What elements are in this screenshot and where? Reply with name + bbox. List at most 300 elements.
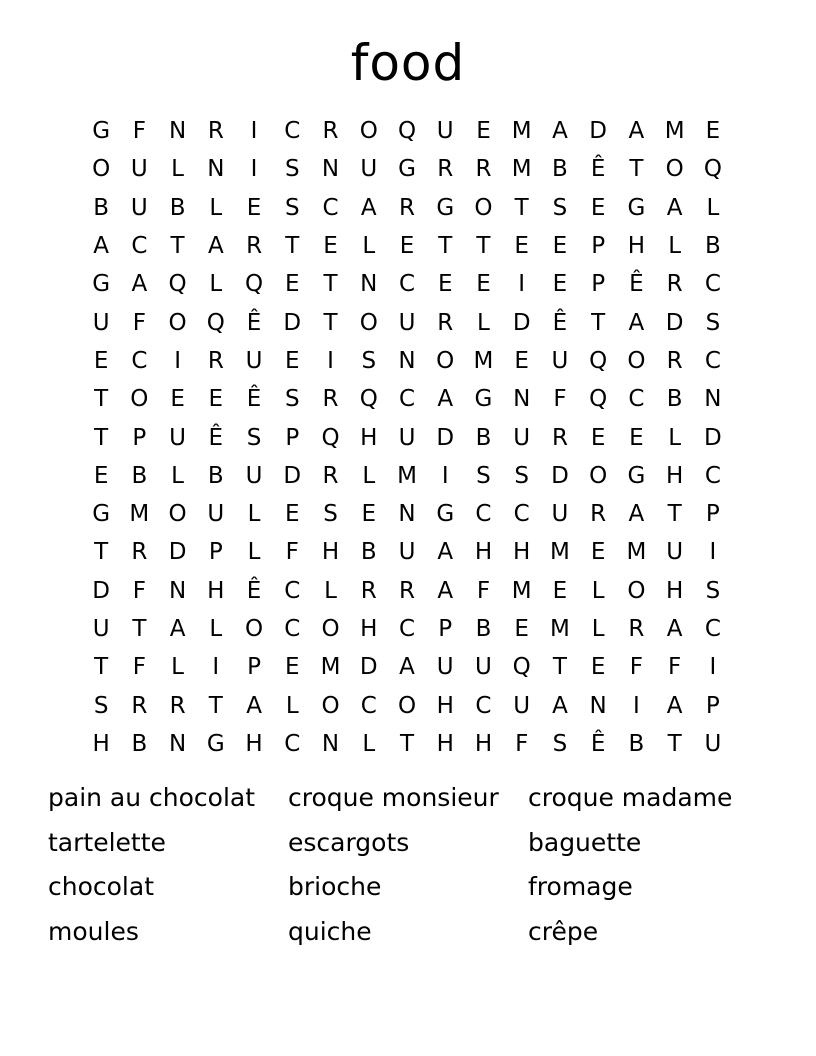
grid-letter: Q (321, 424, 340, 451)
grid-letter: E (170, 386, 185, 413)
grid-letter: B (628, 730, 645, 757)
grid-letter: T (208, 692, 223, 719)
page-title: food (350, 34, 466, 92)
grid-letter: E (285, 271, 300, 298)
grid-letter: R (590, 501, 607, 528)
grid-letter: E (323, 233, 338, 260)
grid-letter: Q (206, 309, 225, 336)
grid-letter: I (633, 692, 640, 719)
grid-letter: T (285, 233, 300, 260)
word-list-item: croque monsieur (288, 783, 499, 812)
grid-letter: N (168, 118, 187, 145)
grid-letter: U (436, 118, 454, 145)
grid-letter: A (437, 577, 454, 604)
grid-letter: F (553, 386, 567, 413)
grid-letter: D (665, 309, 684, 336)
grid-letter: S (246, 424, 262, 451)
grid-letter: A (628, 118, 645, 145)
grid-letter: U (551, 347, 569, 374)
grid-letter: T (170, 233, 185, 260)
grid-letter: H (627, 233, 646, 260)
grid-letter: A (666, 692, 683, 719)
grid-letter: N (704, 386, 722, 413)
grid-letter: P (247, 654, 261, 681)
grid-letter: L (247, 539, 261, 566)
grid-letter: R (207, 118, 224, 145)
grid-letter: B (131, 730, 148, 757)
grid-letter: B (93, 194, 109, 221)
grid-letter: O (359, 309, 378, 336)
grid-row (82, 150, 732, 188)
grid-letter: H (513, 539, 531, 566)
grid-letter: U (475, 654, 492, 681)
grid-letter: U (666, 539, 684, 566)
grid-row (82, 112, 732, 150)
grid-letter: F (629, 654, 644, 681)
grid-letter: P (591, 271, 606, 298)
grid-letter: F (132, 118, 146, 145)
grid-letter: F (132, 309, 146, 336)
grid-letter: C (398, 271, 416, 298)
grid-letter: O (92, 156, 111, 183)
grid-letter: G (627, 462, 646, 489)
grid-letter: E (399, 233, 415, 260)
grid-letter: U (398, 309, 416, 336)
grid-letter: H (665, 577, 684, 604)
grid-letter: H (321, 539, 340, 566)
grid-letter: M (397, 462, 417, 489)
grid-letter: Ê (590, 730, 606, 757)
grid-letter: L (171, 156, 184, 183)
grid-letter: N (168, 577, 187, 604)
grid-letter: S (705, 309, 721, 336)
grid-letter: U (436, 654, 454, 681)
grid-letter: H (245, 730, 263, 757)
grid-letter: Ê (590, 156, 606, 183)
grid-letter: M (550, 616, 570, 642)
word-list-item: crêpe (528, 916, 599, 946)
grid-letter: C (284, 577, 301, 604)
grid-letter: S (93, 692, 109, 719)
grid-letter: E (93, 347, 109, 374)
grid-letter: A (360, 194, 377, 221)
grid-letter: P (705, 501, 720, 528)
grid-row (82, 457, 732, 495)
grid-letter: D (92, 577, 110, 604)
grid-letter: O (474, 194, 493, 221)
grid-letter: A (552, 692, 568, 719)
grid-letter: I (327, 347, 334, 374)
grid-row (82, 380, 732, 418)
grid-row (82, 648, 732, 686)
grid-letter: P (285, 424, 300, 451)
grid-letter: O (245, 616, 264, 642)
word-list-item: croque madame (528, 783, 733, 812)
grid-letter: E (514, 233, 529, 260)
grid-letter: C (704, 347, 721, 374)
grid-letter: T (552, 654, 567, 681)
grid-letter: Q (589, 386, 608, 413)
grid-letter: A (399, 654, 415, 681)
grid-letter: Ê (246, 577, 262, 604)
grid-letter: Ê (208, 424, 224, 451)
word-list-item: tartelette (48, 827, 166, 857)
grid-letter: M (511, 156, 532, 183)
grid-letter: O (589, 462, 608, 489)
grid-letter: L (209, 194, 223, 221)
grid-letter: N (207, 156, 225, 183)
grid-letter: N (321, 156, 340, 183)
grid-letter: A (246, 692, 262, 719)
grid-letter: S (284, 386, 300, 413)
grid-letter: L (324, 577, 337, 604)
grid-letter: M (511, 577, 532, 604)
grid-letter: B (131, 462, 148, 489)
grid-letter: R (131, 692, 148, 719)
grid-letter: E (285, 501, 300, 528)
grid-letter: O (397, 692, 417, 719)
grid-row (82, 265, 732, 303)
grid-letter: O (627, 577, 646, 604)
grid-letter: R (551, 424, 568, 451)
grid-letter: R (207, 347, 224, 374)
grid-letter: E (285, 347, 300, 374)
grid-letter: T (514, 194, 529, 221)
grid-letter: R (437, 309, 454, 336)
grid-letter: T (94, 654, 109, 681)
grid-letter: E (514, 616, 529, 642)
grid-letter: P (132, 424, 147, 451)
grid-letter: L (285, 692, 299, 719)
grid-letter: T (323, 309, 338, 336)
grid-letter: M (129, 501, 150, 528)
grid-letter: D (704, 424, 722, 451)
grid-letter: U (245, 347, 263, 374)
grid-letter: L (209, 616, 223, 642)
word-list-item: fromage (528, 872, 633, 901)
grid-letter: E (208, 386, 224, 413)
grid-letter: E (552, 233, 568, 260)
grid-letter: I (709, 539, 717, 566)
grid-letter: R (399, 577, 415, 604)
grid-letter: T (667, 730, 682, 757)
grid-letter: T (323, 271, 338, 298)
grid-letter: H (665, 462, 684, 489)
grid-letter: R (437, 156, 454, 183)
grid-letter: Ê (246, 386, 262, 413)
grid-letter: E (552, 577, 568, 604)
grid-letter: R (246, 233, 263, 260)
grid-letter: I (174, 347, 181, 374)
grid-letter: F (476, 577, 491, 604)
grid-letter: A (552, 118, 568, 145)
grid-letter: L (591, 616, 605, 642)
grid-letter: P (438, 616, 453, 642)
word-list (48, 776, 788, 954)
grid-letter: S (323, 501, 338, 528)
grid-letter: T (132, 616, 147, 642)
grid-letter: C (475, 501, 492, 528)
grid-letter: E (552, 271, 568, 298)
grid-letter: N (398, 347, 416, 374)
grid-letter: E (476, 118, 491, 145)
grid-row (82, 533, 732, 571)
grid-letter: R (399, 194, 415, 221)
grid-letter: I (441, 462, 449, 489)
grid-letter: T (476, 233, 491, 260)
grid-letter: Q (589, 347, 608, 374)
grid-letter: S (284, 156, 300, 183)
grid-letter: T (667, 501, 682, 528)
grid-letter: H (207, 577, 225, 604)
grid-letter: D (436, 424, 455, 451)
grid-letter: O (168, 501, 187, 528)
grid-letter: E (590, 654, 606, 681)
word-list-item: baguette (528, 827, 642, 857)
grid-letter: L (706, 194, 720, 221)
grid-letter: T (438, 233, 453, 260)
grid-letter: C (475, 692, 492, 719)
grid-letter: U (360, 156, 378, 183)
grid-letter: B (475, 424, 492, 451)
grid-letter: M (550, 539, 570, 566)
grid-letter: F (285, 539, 299, 566)
grid-letter: U (245, 462, 263, 489)
grid-letter: I (212, 654, 220, 681)
grid-letter: A (666, 616, 683, 642)
grid-letter: U (513, 692, 531, 719)
grid-letter: B (360, 539, 377, 566)
word-list-item: chocolat (48, 872, 154, 901)
grid-letter: E (246, 194, 262, 221)
grid-letter: R (322, 462, 339, 489)
word-list-item: escargots (288, 827, 410, 857)
grid-letter: O (627, 347, 646, 374)
grid-letter: E (361, 501, 377, 528)
grid-letter: C (131, 347, 148, 374)
grid-letter: A (207, 233, 224, 260)
grid-letter: A (628, 501, 645, 528)
grid-letter: N (513, 386, 531, 413)
grid-letter: P (591, 233, 606, 260)
grid-letter: E (590, 539, 606, 566)
grid-letter: Q (359, 386, 378, 413)
grid-letter: O (359, 118, 378, 145)
grid-letter: I (250, 118, 258, 145)
grid-letter: L (171, 462, 184, 489)
grid-letter: Q (703, 156, 722, 183)
grid-letter: M (511, 118, 532, 145)
grid-letter: U (130, 156, 148, 183)
grid-letter: E (705, 118, 721, 145)
grid-letter: C (513, 501, 530, 528)
grid-letter: H (360, 424, 378, 451)
grid-letter: O (321, 616, 340, 642)
grid-letter: C (322, 194, 339, 221)
grid-letter: D (551, 462, 569, 489)
grid-letter: D (283, 462, 302, 489)
grid-letter: G (436, 194, 455, 221)
grid-letter: F (668, 654, 682, 681)
grid-letter: A (437, 386, 454, 413)
word-search-grid (82, 112, 732, 763)
grid-letter: C (284, 730, 301, 757)
grid-letter: D (589, 118, 608, 145)
grid-letter: G (92, 501, 111, 528)
grid-letter: E (590, 194, 606, 221)
grid-letter: R (628, 616, 645, 642)
grid-letter: Q (245, 271, 264, 298)
grid-letter: N (398, 501, 416, 528)
grid-row (82, 495, 732, 533)
grid-letter: Q (512, 654, 531, 681)
grid-letter: M (473, 347, 494, 374)
grid-letter: L (209, 271, 223, 298)
grid-letter: B (475, 616, 492, 642)
grid-letter: L (591, 577, 605, 604)
grid-letter: C (131, 233, 148, 260)
word-list-item: pain au chocolat (48, 783, 256, 812)
grid-row (82, 418, 732, 456)
grid-letter: C (360, 692, 377, 719)
grid-letter: A (93, 233, 109, 260)
grid-letter: N (321, 730, 340, 757)
grid-letter: U (207, 501, 225, 528)
grid-letter: D (168, 539, 187, 566)
grid-letter: U (169, 424, 186, 451)
grid-letter: R (322, 386, 339, 413)
grid-letter: H (474, 539, 493, 566)
grid-letter: G (92, 118, 111, 145)
grid-letter: B (704, 233, 721, 260)
grid-letter: T (591, 309, 606, 336)
grid-letter: A (131, 271, 148, 298)
grid-letter: S (361, 347, 377, 374)
grid-letter: B (666, 386, 683, 413)
grid-letter: E (93, 462, 109, 489)
grid-letter: O (130, 386, 149, 413)
grid-letter: Ê (629, 271, 644, 298)
grid-letter: L (362, 730, 376, 757)
grid-letter: E (590, 424, 606, 451)
grid-letter: P (208, 539, 223, 566)
grid-letter: R (666, 347, 683, 374)
grid-letter: M (664, 118, 685, 145)
grid-letter: E (514, 347, 529, 374)
grid-row (82, 189, 732, 227)
grid-letter: N (360, 271, 378, 298)
grid-letter: F (132, 577, 146, 604)
grid-letter: M (320, 654, 341, 681)
grid-letter: H (436, 730, 454, 757)
grid-letter: D (359, 654, 378, 681)
grid-letter: C (284, 616, 301, 642)
grid-letter: C (398, 386, 416, 413)
grid-letter: C (704, 271, 721, 298)
grid-letter: T (399, 730, 415, 757)
grid-letter: S (705, 577, 721, 604)
grid-letter: S (552, 730, 568, 757)
grid-letter: G (398, 156, 416, 183)
grid-letter: G (436, 501, 455, 528)
grid-letter: I (709, 654, 717, 681)
grid-letter: Q (168, 271, 187, 298)
grid-letter: P (705, 692, 720, 719)
grid-row (82, 610, 732, 648)
word-list-item: brioche (288, 872, 382, 901)
grid-letter: O (168, 309, 187, 336)
grid-letter: C (628, 386, 645, 413)
grid-letter: H (474, 730, 493, 757)
grid-letter: U (398, 539, 416, 566)
grid-letter: H (92, 730, 110, 757)
grid-row (82, 342, 732, 380)
grid-letter: T (94, 386, 109, 413)
grid-letter: D (512, 309, 531, 336)
grid-letter: H (360, 616, 378, 642)
grid-letter: S (284, 194, 300, 221)
grid-letter: U (551, 501, 569, 528)
grid-letter: G (206, 730, 225, 757)
grid-letter: L (668, 424, 682, 451)
grid-letter: G (627, 194, 646, 221)
grid-row (82, 227, 732, 265)
grid-letter: U (130, 194, 148, 221)
grid-letter: L (362, 233, 376, 260)
word-list-item: quiche (288, 916, 372, 946)
grid-letter: L (171, 654, 184, 681)
grid-letter: G (92, 271, 111, 298)
grid-letter: I (250, 156, 258, 183)
grid-letter: O (665, 156, 684, 183)
grid-letter: S (552, 194, 568, 221)
grid-letter: D (283, 309, 302, 336)
grid-letter: R (475, 156, 492, 183)
grid-letter: C (704, 462, 721, 489)
grid-letter: C (284, 118, 301, 145)
grid-row (82, 725, 732, 763)
grid-letter: L (362, 462, 376, 489)
grid-letter: U (398, 424, 416, 451)
grid-letter: A (437, 539, 454, 566)
grid-letter: U (92, 616, 110, 642)
grid-letter: B (552, 156, 568, 183)
grid-letter: E (476, 271, 491, 298)
grid-letter: A (666, 194, 683, 221)
grid-letter: F (132, 654, 146, 681)
grid-letter: M (626, 539, 647, 566)
grid-letter: O (321, 692, 340, 719)
grid-letter: T (94, 539, 109, 566)
word-list-item: moules (48, 916, 139, 946)
grid-letter: C (398, 616, 416, 642)
grid-letter: T (629, 156, 644, 183)
grid-letter: O (436, 347, 455, 374)
grid-letter: R (131, 539, 148, 566)
grid-letter: R (322, 118, 339, 145)
grid-row (82, 686, 732, 724)
grid-letter: B (169, 194, 186, 221)
grid-letter: L (668, 233, 682, 260)
grid-letter: I (518, 271, 526, 298)
grid-row (82, 303, 732, 341)
grid-letter: N (168, 730, 187, 757)
grid-letter: N (589, 692, 607, 719)
grid-letter: U (92, 309, 110, 336)
grid-letter: R (666, 271, 683, 298)
grid-letter: C (704, 616, 721, 642)
grid-letter: T (94, 424, 109, 451)
